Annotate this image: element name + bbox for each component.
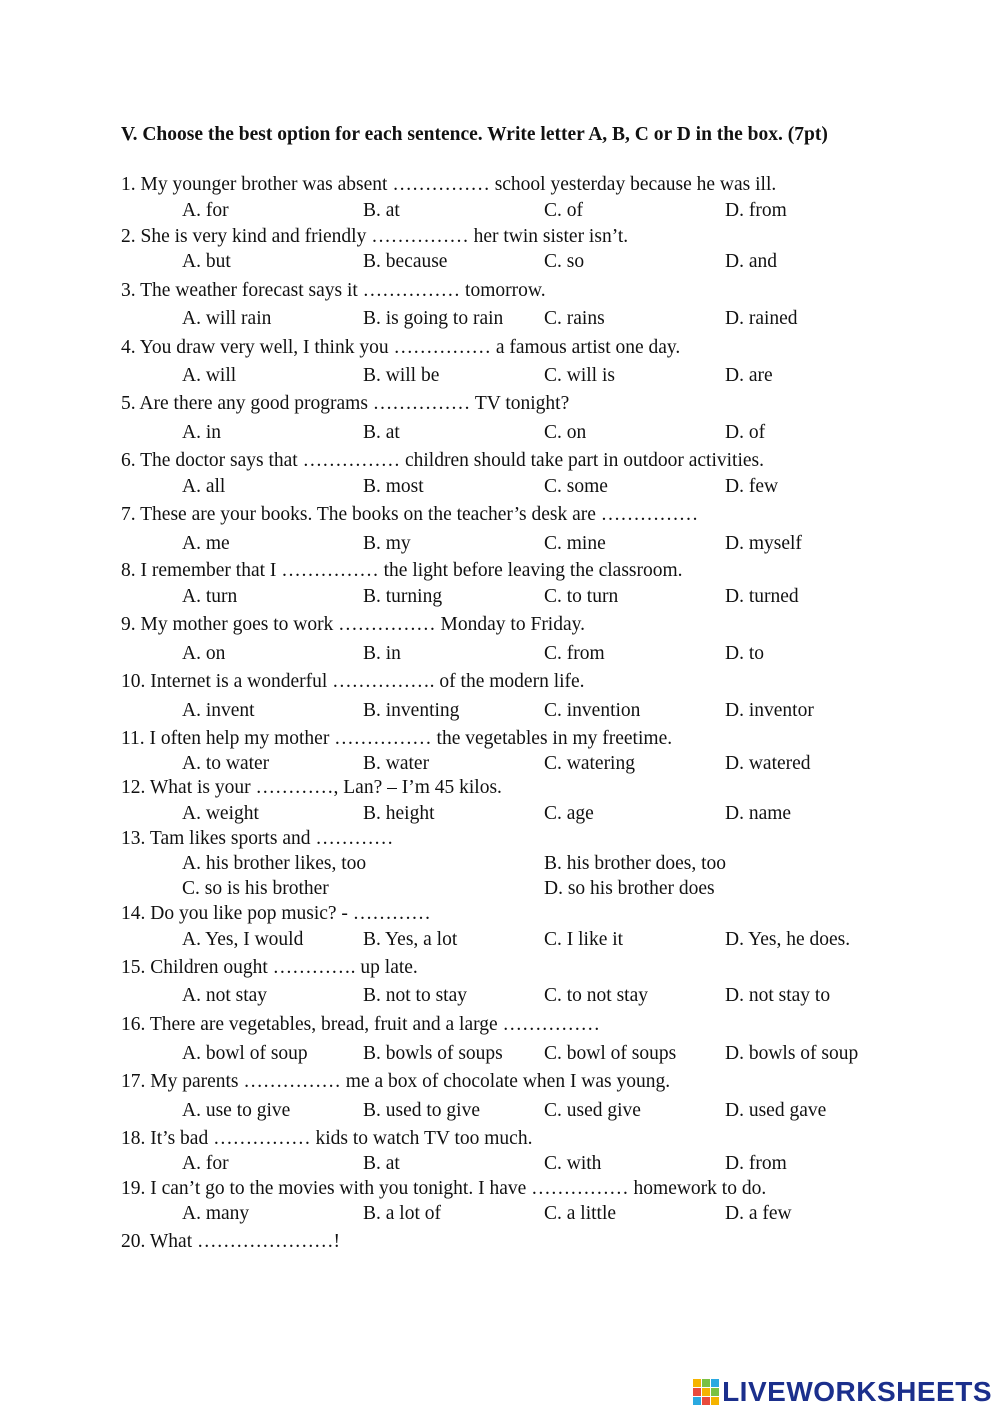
question-4-option-b: B. will be xyxy=(363,365,440,386)
question-19-option-c: C. a little xyxy=(544,1203,617,1224)
question-5: 5. Are there any good programs …………… TV tonight? xyxy=(121,393,570,414)
question-8: 8. I remember that I …………… the light before leaving the classroom. xyxy=(121,560,683,581)
question-13-option-d: D. so his brother does xyxy=(544,878,715,899)
question-1-option-d: D. from xyxy=(725,200,787,221)
question-19-option-a: A. many xyxy=(182,1203,250,1224)
question-10-option-b: B. inventing xyxy=(363,700,460,721)
question-14-option-a: A. Yes, I would xyxy=(182,929,304,950)
question-17-option-b: B. used to give xyxy=(363,1100,480,1121)
question-13: 13. Tam likes sports and ………… xyxy=(121,828,394,849)
question-18-option-c: C. with xyxy=(544,1153,602,1174)
question-18-option-b: B. at xyxy=(363,1153,400,1174)
question-5-option-d: D. of xyxy=(725,422,766,443)
question-12-option-c: C. age xyxy=(544,803,594,824)
question-6-option-b: B. most xyxy=(363,476,424,497)
question-6-option-a: A. all xyxy=(182,476,226,497)
question-5-option-b: B. at xyxy=(363,422,400,443)
question-8-option-b: B. turning xyxy=(363,586,443,607)
question-14-option-c: C. I like it xyxy=(544,929,624,950)
question-16-option-c: C. bowl of soups xyxy=(544,1043,677,1064)
question-7: 7. These are your books. The books on the teacher’s desk are …………… xyxy=(121,504,699,525)
question-12-option-a: A. weight xyxy=(182,803,259,824)
question-6: 6. The doctor says that …………… children should take part in outdoor activities. xyxy=(121,450,765,471)
question-7-option-d: D. myself xyxy=(725,533,802,554)
question-16-option-a: A. bowl of soup xyxy=(182,1043,308,1064)
question-10-option-a: A. invent xyxy=(182,700,255,721)
question-4-option-a: A. will xyxy=(182,365,237,386)
question-8-option-c: C. to turn xyxy=(544,586,619,607)
liveworksheets-brand xyxy=(693,1377,992,1407)
question-13-option-c: C. so is his brother xyxy=(182,878,329,899)
question-15-option-c: C. to not stay xyxy=(544,985,649,1006)
question-4-option-d: D. are xyxy=(725,365,773,386)
question-15-option-b: B. not to stay xyxy=(363,985,468,1006)
question-14-option-d: D. Yes, he does. xyxy=(725,929,851,950)
question-3-option-a: A. will rain xyxy=(182,308,272,329)
question-9-option-d: D. to xyxy=(725,643,764,664)
question-7-option-c: C. mine xyxy=(544,533,606,554)
question-10: 10. Internet is a wonderful ……………. of the modern life. xyxy=(121,671,585,692)
question-1: 1. My younger brother was absent …………… school yesterday because he was ill. xyxy=(121,174,777,195)
question-2: 2. She is very kind and friendly …………… her twin sister isn’t. xyxy=(121,226,629,247)
question-9-option-c: C. from xyxy=(544,643,605,664)
question-18: 18. It’s bad …………… kids to watch TV too much. xyxy=(121,1128,533,1149)
question-15-option-d: D. not stay to xyxy=(725,985,831,1006)
question-4-option-c: C. will is xyxy=(544,365,615,386)
question-19: 19. I can’t go to the movies with you tonight. I have …………… homework to do. xyxy=(121,1178,767,1199)
brand-wordmark: LIVEWORKSHEETS xyxy=(722,1376,992,1407)
question-15-option-a: A. not stay xyxy=(182,985,268,1006)
question-4: 4. You draw very well, I think you …………… a famous artist one day. xyxy=(121,337,681,358)
question-11-option-a: A. to water xyxy=(182,753,270,774)
question-11-option-d: D. watered xyxy=(725,753,811,774)
question-3-option-b: B. is going to rain xyxy=(363,308,504,329)
question-16: 16. There are vegetables, bread, fruit and a large …………… xyxy=(121,1014,601,1035)
question-9: 9. My mother goes to work …………… Monday to Friday. xyxy=(121,614,585,635)
question-14-option-b: B. Yes, a lot xyxy=(363,929,458,950)
question-2-option-d: D. and xyxy=(725,251,777,272)
question-1-option-a: A. for xyxy=(182,200,229,221)
liveworksheets-logo-icon xyxy=(693,1379,719,1405)
question-10-option-d: D. inventor xyxy=(725,700,814,721)
question-11-option-c: C. watering xyxy=(544,753,635,774)
question-12-option-b: B. height xyxy=(363,803,435,824)
question-2-option-b: B. because xyxy=(363,251,448,272)
section-heading: V. Choose the best option for each sentence. Write letter A, B, C or D in the box. (7pt) xyxy=(121,124,828,145)
question-3-option-c: C. rains xyxy=(544,308,605,329)
question-8-option-a: A. turn xyxy=(182,586,238,607)
question-15: 15. Children ought …………. up late. xyxy=(121,957,418,978)
question-17-option-a: A. use to give xyxy=(182,1100,291,1121)
question-17-option-d: D. used gave xyxy=(725,1100,827,1121)
question-5-option-a: A. in xyxy=(182,422,221,443)
question-18-option-d: D. from xyxy=(725,1153,787,1174)
question-10-option-c: C. invention xyxy=(544,700,641,721)
question-18-option-a: A. for xyxy=(182,1153,229,1174)
question-17-option-c: C. used give xyxy=(544,1100,641,1121)
question-12-option-d: D. name xyxy=(725,803,792,824)
question-5-option-c: C. on xyxy=(544,422,587,443)
question-7-option-a: A. me xyxy=(182,533,230,554)
question-1-option-c: C. of xyxy=(544,200,583,221)
question-11: 11. I often help my mother …………… the vegetables in my freetime. xyxy=(121,728,673,749)
question-8-option-d: D. turned xyxy=(725,586,799,607)
question-9-option-a: A. on xyxy=(182,643,226,664)
question-14: 14. Do you like pop music? - ………… xyxy=(121,903,431,924)
question-2-option-a: A. but xyxy=(182,251,231,272)
question-13-option-a: A. his brother likes, too xyxy=(182,853,367,874)
question-16-option-b: B. bowls of soups xyxy=(363,1043,503,1064)
question-1-option-b: B. at xyxy=(363,200,400,221)
question-6-option-c: C. some xyxy=(544,476,608,497)
question-13-option-b: B. his brother does, too xyxy=(544,853,726,874)
question-11-option-b: B. water xyxy=(363,753,430,774)
question-9-option-b: B. in xyxy=(363,643,401,664)
question-6-option-d: D. few xyxy=(725,476,779,497)
question-12: 12. What is your …………, Lan? – I’m 45 kilos. xyxy=(121,777,502,798)
question-19-option-b: B. a lot of xyxy=(363,1203,441,1224)
question-2-option-c: C. so xyxy=(544,251,585,272)
question-17: 17. My parents …………… me a box of chocolate when I was young. xyxy=(121,1071,671,1092)
question-3: 3. The weather forecast says it …………… tomorrow. xyxy=(121,280,546,301)
question-16-option-d: D. bowls of soup xyxy=(725,1043,859,1064)
question-3-option-d: D. rained xyxy=(725,308,798,329)
question-20: 20. What …………………! xyxy=(121,1231,340,1252)
question-19-option-d: D. a few xyxy=(725,1203,792,1224)
question-7-option-b: B. my xyxy=(363,533,411,554)
